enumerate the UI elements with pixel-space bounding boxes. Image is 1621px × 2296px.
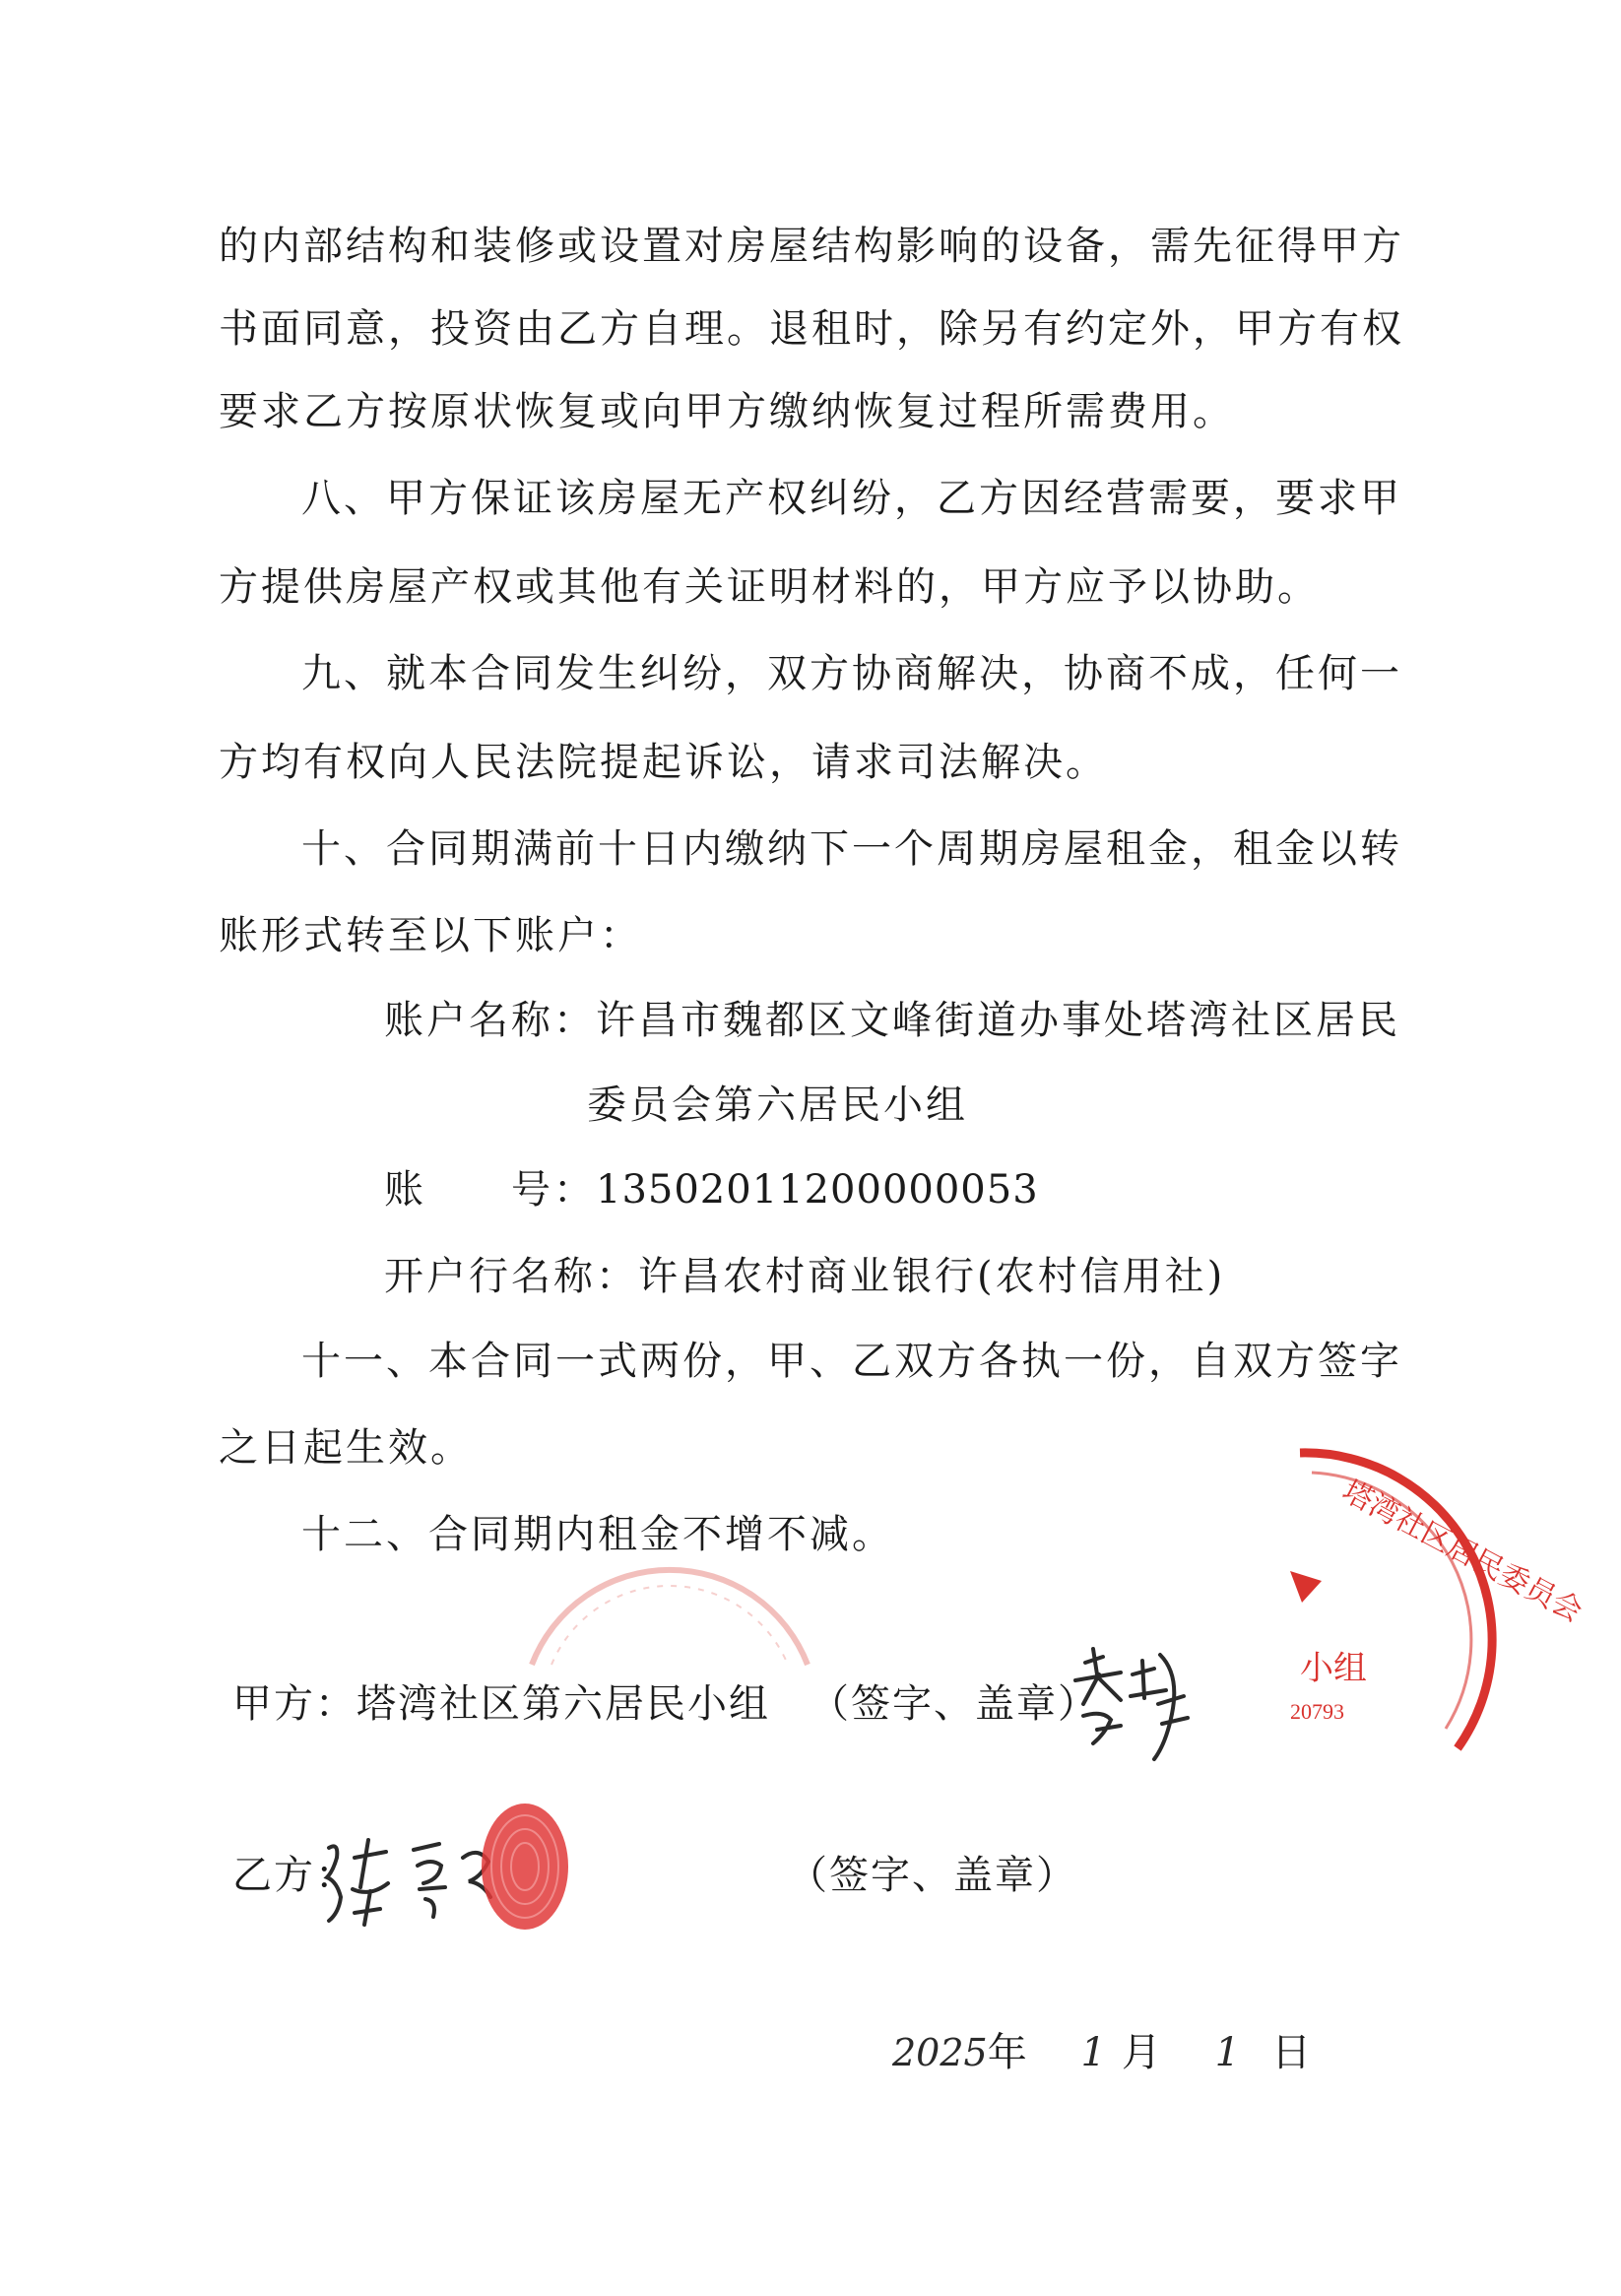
clause7-line-3: 要求乙方按原状恢复或向甲方缴纳恢复过程所需费用。 xyxy=(219,389,1235,434)
account-number-value: 13502011200000053 xyxy=(596,1167,1039,1213)
date-month: 1 xyxy=(1080,2030,1106,2075)
bank-name-line xyxy=(384,1249,1225,1304)
account-name-line-2: 委员会第六居民小组 xyxy=(587,1082,968,1128)
seal-number: 20793 xyxy=(1290,1699,1344,1724)
clause8-line-1: 八、甲方保证该房屋无产权纠纷，乙方因经营需要，要求甲 xyxy=(301,476,1402,521)
account-name-value: 许昌市魏都区文峰街道办事处塔湾社区居民 xyxy=(596,998,1400,1043)
clause7-line-1: 的内部结构和装修或设置对房屋结构影响的设备，需先征得甲方 xyxy=(219,224,1404,269)
clause12-line: 十二、合同期内租金不增不减。 xyxy=(301,1512,894,1557)
clause10-line-1: 十、合同期满前十日内缴纳下一个周期房屋租金，租金以转 xyxy=(301,826,1402,872)
clause9-line-1: 九、就本合同发生纠纷，双方协商解决，协商不成，任何一 xyxy=(301,651,1402,696)
date-day-unit: 日 xyxy=(1271,2030,1312,2075)
bank-name-label: 开户行名称： xyxy=(384,1254,638,1299)
party-a-line xyxy=(232,1676,1099,1732)
party-b-label: 乙方： xyxy=(232,1853,357,1898)
account-number-label: 账 号： xyxy=(384,1167,596,1213)
seal-inner-text: 小组 xyxy=(1300,1651,1367,1687)
party-a-signature xyxy=(1064,1635,1201,1773)
clause9-line-2: 方均有权向人民法院提起诉讼，请求司法解决。 xyxy=(219,740,1108,785)
date-year: 2025 xyxy=(892,2031,988,2074)
clause11-line-2: 之日起生效。 xyxy=(219,1425,473,1471)
date-month-unit: 月 xyxy=(1121,2030,1161,2075)
faint-seal-stamp xyxy=(512,1537,827,1674)
bank-name-value: 许昌农村商业银行(农村信用社) xyxy=(638,1254,1226,1299)
date-day: 1 xyxy=(1214,2030,1241,2075)
account-name-label: 账户名称： xyxy=(384,998,596,1043)
party-a-sign-note: （签字、盖章） xyxy=(810,1681,1099,1727)
seal-ring-text: 塔湾社区居民委员会 xyxy=(1336,1475,1588,1629)
party-b-sign-note: （签字、盖章） xyxy=(788,1853,1077,1898)
account-name-line-1 xyxy=(384,993,1400,1048)
date-year-unit: 年 xyxy=(987,2030,1027,2075)
clause7-line-2: 书面同意，投资由乙方自理。退租时，除另有约定外，甲方有权 xyxy=(219,306,1404,352)
date-line xyxy=(892,2025,1311,2080)
clause8-line-2: 方提供房屋产权或其他有关证明材料的，甲方应予以协助。 xyxy=(219,564,1320,610)
clause10-line-2: 账形式转至以下账户： xyxy=(219,913,642,958)
fingerprint-seal xyxy=(471,1793,579,1940)
party-a-label: 甲方：塔湾社区第六居民小组 xyxy=(232,1681,770,1727)
account-number-line xyxy=(384,1162,1039,1217)
community-seal xyxy=(1261,1433,1588,1768)
clause11-line-1: 十一、本合同一式两份，甲、乙双方各执一份，自双方签字 xyxy=(301,1339,1402,1384)
